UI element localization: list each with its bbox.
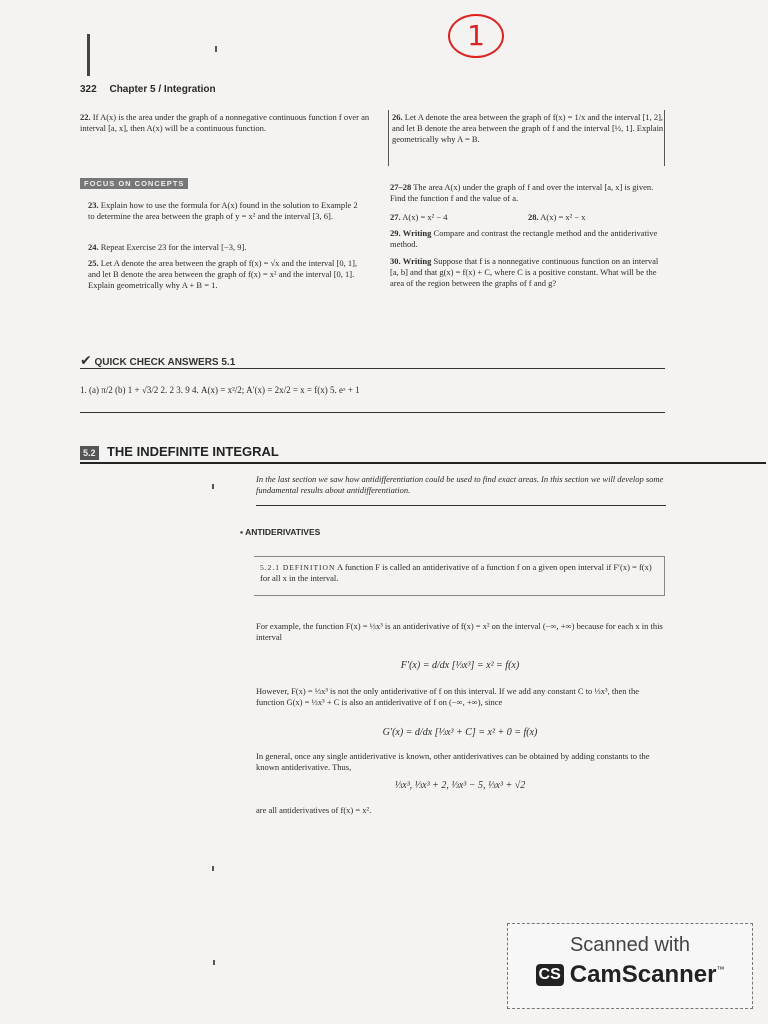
watermark-brand: CamScanner: [569, 961, 717, 988]
pen-stroke: [87, 34, 90, 76]
paragraph-3: In general, once any single antiderivative is known, other antiderivatives can be obtained by adding constants to the known antiderivative. Thus,: [256, 751, 650, 772]
subsection-heading: ▪ ANTIDERIVATIVES: [240, 527, 321, 537]
divider: [80, 412, 665, 413]
checkmark-icon: ✔: [80, 352, 92, 368]
watermark-tm: ™: [716, 965, 725, 974]
bullet-icon: ▪: [240, 527, 244, 537]
exercise-24: 24. Repeat Exercise 23 for the interval [−3, 9].: [88, 242, 247, 252]
camscanner-logo-icon: CS: [536, 964, 564, 986]
exercise-23: 23. Explain how to use the formula for A(x) found in the solution to Example 2 to determine the area between the graph of y = x² and the interval [3, 6].: [88, 200, 358, 221]
equation-2: G′(x) = d/dx [⅓x³ + C] = x² + 0 = f(x): [382, 727, 538, 738]
handwritten-page-mark: [448, 14, 504, 58]
stray-mark: [212, 484, 214, 489]
camscanner-watermark: [507, 923, 753, 1009]
exercise-27: 27. A(x) = x² − 4: [390, 212, 448, 222]
quick-check-answers: 1. (a) π/2 (b) 1 + √3/2 2. 2 3. 9 4. A(x) = x²/2; A′(x) = 2x/2 = x = f(x) 5. eˣ + 1: [80, 385, 360, 395]
page-number: 322: [80, 84, 97, 95]
exercise-29: 29. Writing Compare and contrast the rectangle method and the antiderivative method.: [390, 228, 658, 249]
quick-check-heading: ✔ QUICK CHECK ANSWERS 5.1: [80, 352, 236, 368]
divider: [80, 368, 665, 369]
divider: [256, 505, 666, 506]
definition-label: 5.2.1 DEFINITION: [260, 563, 336, 572]
page-mark-number: 1: [467, 19, 485, 52]
section-title: THE INDEFINITE INTEGRAL: [106, 444, 279, 459]
definition-text: A function F is called an antiderivative of a function f on a given open interval if F′(x) = f(x) for all x in the interval.: [260, 562, 652, 583]
exercise-22: 22. If A(x) is the area under the graph of a nonnegative continuous function f over an interval [a, x], then A(x) will be a continuous function.: [80, 112, 370, 133]
exercise-25: 25. Let A denote the area between the graph of f(x) = √x and the interval [0, 1], and let B denote the area between the graph of f(x) = x² and the interval [0, 1]. Explain geometrically why A + B = 1.: [88, 258, 358, 290]
stray-mark: [212, 866, 214, 871]
stray-mark: [215, 46, 217, 52]
equation-3: ⅓x³, ⅓x³ + 2, ⅓x³ − 5, ⅓x³ + √2: [394, 780, 526, 791]
exercise-28: 28. A(x) = x² − x: [528, 212, 586, 222]
stray-mark: [213, 960, 215, 965]
section-intro: In the last section we saw how antidifferentiation could be used to find exact areas. In this section we will develop some fundamental results about antidifferentiation.: [256, 474, 664, 495]
section-rule: [80, 462, 766, 464]
exercise-27-28-intro: 27–28 The area A(x) under the graph of f and over the interval [a, x] is given. Find the function f and the value of a.: [390, 182, 654, 203]
exercise-30: 30. Writing Suppose that f is a nonnegative continuous function on an interval [a, b] and that g(x) = f(x) + C, where C is a positive constant. What will be the area of the region between the graphs of f and g?: [390, 256, 659, 288]
exercise-26: 26. Let A denote the area between the graph of f(x) = 1/x and the interval [1, 2], and let B denote the area between the graph of f and the interval [½, 1]. Explain geometrically why A = B.: [392, 112, 664, 144]
section-heading: [80, 443, 279, 461]
definition-box: [254, 556, 665, 596]
page-header: [80, 84, 216, 95]
paragraph-4: are all antiderivatives of f(x) = x².: [256, 805, 372, 815]
paragraph-1: For example, the function F(x) = ⅓x³ is an antiderivative of f(x) = x² on the interval (−∞, +∞) because for each x in this interval: [256, 621, 663, 642]
focus-on-concepts-label: FOCUS ON CONCEPTS: [80, 178, 188, 189]
exercise-box-border: [664, 110, 665, 166]
watermark-scanned-with: Scanned with: [569, 934, 691, 956]
equation-1: F′(x) = d/dx [⅓x³] = x² = f(x): [400, 660, 520, 671]
exercise-box-border: [388, 110, 389, 166]
chapter-title: Chapter 5 / Integration: [109, 84, 216, 95]
section-number-badge: 5.2: [80, 446, 99, 460]
paragraph-2: However, F(x) = ⅓x³ is not the only antiderivative of f on this interval. If we add any constant C to ⅓x³, then the function G(x) = ⅓x³ + C is also an antiderivative of f on (−∞, +∞), since: [256, 686, 639, 707]
